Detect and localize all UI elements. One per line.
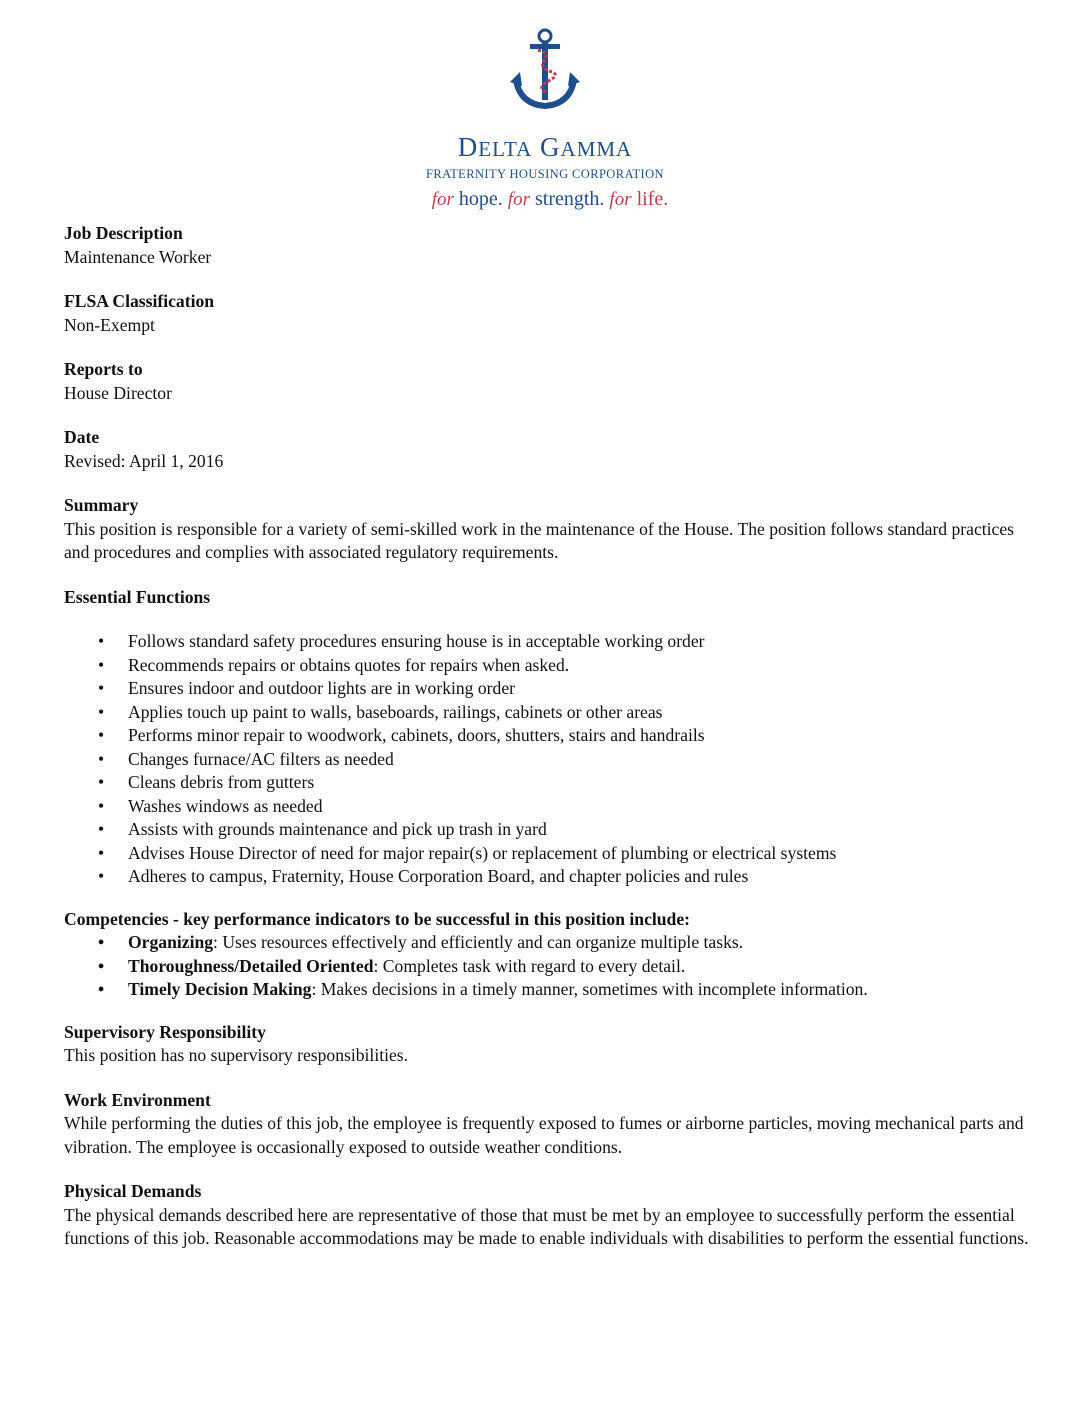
list-item: • Performs minor repair to woodwork, cabinets, doors, shutters, stairs and handrails (64, 724, 1034, 748)
tagline-hope: hope. (453, 188, 508, 210)
essential-functions-list (64, 630, 1034, 889)
section-heading-date: Date (64, 427, 100, 447)
work-environment-text: While performing the duties of this job, the employee is frequently exposed to fumes or airborne particles, moving mechanical parts and vibration. The employee is occasionally exposed to outside weather conditions. (64, 1113, 1024, 1157)
list-item (64, 978, 1034, 1002)
list-item: • Advises House Director of need for major repair(s) or replacement of plumbing or electrical systems (64, 842, 1034, 866)
physical-demands-text: The physical demands described here are representative of those that must be met by an employee to successfully perform the essential functions of this job. Reasonable accommodations may be made to enable individuals with disabilities to perform the essential functions. (64, 1204, 1029, 1248)
brand-tagline (390, 188, 710, 211)
job-title-value: Maintenance Worker (64, 246, 212, 267)
brand-rest-delta: ELTA (478, 137, 533, 161)
list-item: • Applies touch up paint to walls, baseboards, railings, cabinets or other areas (64, 701, 1034, 725)
section-heading-essential: Essential Functions (64, 586, 211, 607)
anchor-icon (510, 28, 580, 112)
summary-text: This position is responsible for a variety of semi-skilled work in the maintenance of the House. The position follows standard practices and procedures and complies with associated regulatory requirements. (64, 518, 1015, 562)
competency-term: Thoroughness/Detailed Oriented (128, 955, 374, 976)
list-item (64, 955, 1034, 979)
date-value: Revised: April 1, 2016 (64, 450, 224, 471)
brand-initial-d: D (457, 132, 479, 162)
competencies-list (64, 931, 1034, 1002)
competency-term: Organizing (128, 932, 214, 952)
supervisory-text: This position has no supervisory responsibilities. (64, 1045, 409, 1065)
brand-rest-gamma: AMMA (560, 137, 633, 161)
section-heading-competencies: Competencies - key performance indicators to be successful in this position include: (64, 908, 691, 929)
competency-desc: : Makes decisions in a timely manner, sometimes with incomplete information. (311, 979, 868, 999)
section-heading-reports: Reports to (64, 359, 143, 379)
list-item: • Adheres to campus, Fraternity, House Corporation Board, and chapter policies and rules (64, 865, 1034, 889)
logo (380, 28, 710, 210)
competency-desc: : Uses resources effectively and efficiently and can organize multiple tasks. (213, 932, 744, 952)
brand-subtitle: FRATERNITY HOUSING CORPORATION (426, 167, 664, 181)
list-item: • Changes furnace/AC filters as needed (64, 748, 1034, 772)
brand-name (380, 134, 710, 161)
list-item: • Assists with grounds maintenance and pick up trash in yard (64, 818, 1034, 842)
section-heading-flsa: FLSA Classification (64, 291, 215, 311)
competency-term: Timely Decision Making (128, 979, 312, 999)
job-description-document (64, 222, 1034, 1251)
list-item: • Follows standard safety procedures ensuring house is in acceptable working order (64, 630, 1034, 654)
section-heading-summary: Summary (64, 495, 139, 515)
list-item: • Cleans debris from gutters (64, 771, 1034, 795)
tagline-for: for (609, 189, 632, 210)
tagline-life: life. (631, 188, 669, 210)
tagline-for: for (507, 189, 530, 210)
section-heading-supervisory: Supervisory Responsibility (64, 1021, 266, 1042)
brand-initial-g: G (540, 132, 561, 162)
list-item: • Ensures indoor and outdoor lights are in working order (64, 677, 1034, 701)
competency-desc: : Completes task with regard to every detail. (373, 955, 686, 976)
reports-to-value: House Director (64, 382, 172, 403)
tagline-for: for (431, 189, 454, 210)
section-heading-job: Job Description (64, 223, 183, 243)
list-item: • Washes windows as needed (64, 795, 1034, 819)
flsa-value: Non-Exempt (64, 314, 155, 335)
list-item (64, 931, 1034, 955)
list-item: • Recommends repairs or obtains quotes for repairs when asked. (64, 654, 1034, 678)
tagline-strength: strength. (529, 188, 610, 210)
section-heading-physical: Physical Demands (64, 1181, 202, 1201)
section-heading-work-environment: Work Environment (64, 1089, 211, 1110)
